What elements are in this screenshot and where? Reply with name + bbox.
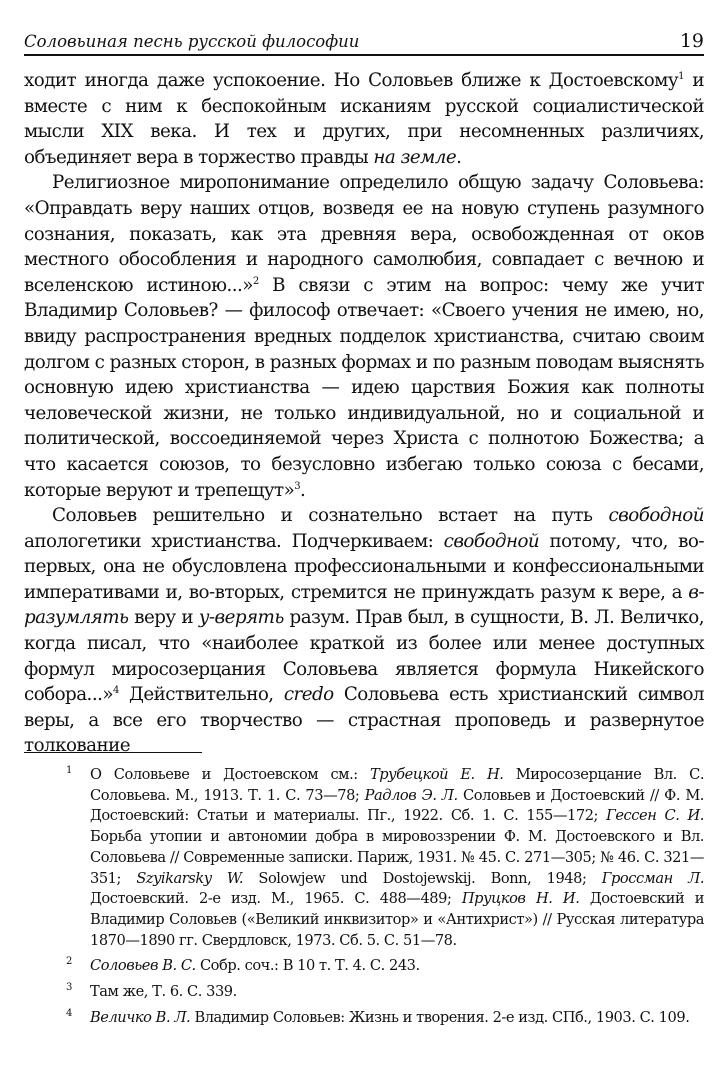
running-header (24, 28, 704, 56)
footnote-number: 1 (66, 765, 72, 776)
paragraph-1 (24, 68, 704, 170)
author-name: Соловьев В. С. (90, 957, 196, 975)
text-span: Действительно, (118, 684, 284, 706)
paragraph-3 (24, 503, 704, 759)
author-name: Трубецкой Е. Н. (369, 766, 504, 783)
author-name: Гроссман Л. (601, 869, 705, 887)
footnote-ref-4: 4 (112, 685, 119, 697)
emphasis: у-верять (198, 607, 284, 629)
text-span: Solowjew und Dostojewskij. Bonn, 1948; (243, 869, 602, 887)
text-span: Собр. соч.: В 10 т. Т. 4. С. 243. (195, 957, 420, 975)
text-span: и вместе с ним к беспокойным исканиям русской социалистической мысли XIX века. И тех и других, при несомненных различиях, объединяет вера в торжество правды (24, 70, 704, 168)
footnote-divider (24, 752, 202, 753)
footnote-number: 3 (66, 982, 72, 994)
text-span: Достоевский. 2-е изд. М., 1965. С. 488—489; (90, 890, 462, 908)
emphasis: в-разумлять (24, 581, 704, 629)
text-span: О Соловьеве и Достоевском см.: (90, 766, 370, 783)
paragraph-2 (24, 170, 704, 503)
author-name: Szyikarsky W. (136, 869, 244, 887)
running-title: Соловьиная песнь русской философии (24, 32, 360, 51)
emphasis: credo (283, 684, 334, 706)
text-span: веру и (128, 607, 199, 629)
page-number: 19 (679, 30, 704, 52)
author-name: Величко В. Л. (90, 1008, 191, 1026)
footnote-2 (66, 956, 704, 977)
footnote-number: 2 (66, 956, 72, 968)
footnote-1 (66, 765, 705, 951)
author-name: Гессен С. И. (606, 807, 704, 825)
footnote-4 (66, 1007, 704, 1029)
text-span: Борьба утопии и автономии добра в мировоззрении Ф. М. Достоевского и Вл. Соловьева // Современные записки. Париж, 1931. № 45. С. 271—305; № 46. С. 321—351; (90, 828, 704, 887)
text-span: ходит иногда даже успокоение. Но Соловьев ближе к Достоевскому (24, 70, 679, 91)
footnote-ref-2: 2 (252, 275, 259, 287)
text-span: Владимир Соловьев: Жизнь и творения. 2-е изд. СПб., 1903. С. 109. (190, 1008, 690, 1026)
footnote-3 (66, 982, 704, 1003)
text-span: Соловьев и Достоевский // Ф. М. Достоевский: Статьи и материалы. Пг., 1922. Сб. 1. С. 155—172; (90, 786, 704, 825)
text-span: потому, что, во-первых, она не обусловлена профессиональными и конфессиональными императивами и, во-вторых, стремится не принуждать разум к вере, а (24, 530, 704, 603)
text-span: Религиозное миропонимание определило общую задачу Соловьева: «Оправдать веру наших отцов, возведя ее на новую ступень разумного сознания, показать, как эта древняя вера, освобожденная от оков местного обособления и народного самолюбия, совпадает с вечною и вселенскою истиною...» (24, 172, 704, 296)
text-span: . (456, 146, 462, 168)
footnote-ref-3: 3 (294, 480, 301, 492)
footnote-number: 4 (66, 1007, 72, 1019)
text-span: Миросозерцание Вл. С. Соловьева. М., 1913. Т. 1. С. 73—78; (90, 766, 705, 804)
footnote-ref-1: 1 (678, 71, 684, 82)
text-span: . (300, 479, 306, 501)
author-name: Пруцков Н. И. (461, 890, 580, 908)
emphasis: свободной (608, 505, 704, 527)
main-text (24, 68, 704, 759)
author-name: Радлов Э. Л. (364, 786, 458, 804)
text-span: В связи с этим на вопрос: чему же учит Владимир Соловьев? — философ отвечает: «Своего учения не имею, но, ввиду распространения вредных подделок христианства, считаю своим долгом с разных сторон, в разных формах и по разным поводам выяснять основную идею христианства — идею царствия Божия как полноты человеческой жизни, не только индивидуальной, но и социальной и политической, воссоединяемой через Христа с полнотою Божества; а что касается союзов, то безусловно избегаю только союза с бесами, которые веруют и трепещут» (24, 274, 704, 501)
text-span: Соловьева есть христианский символ веры, а все его творчество — страстная проповедь и развернутое толкование (24, 684, 704, 757)
text-span: разум. Прав был, в сущности, В. Л. Величко, когда писал, что «наиболее краткой из более или менее доступных формул миросозерцания Соловьева является формула Никейского собора...» (24, 607, 704, 706)
text-span: Там же, Т. 6. С. 339. (90, 983, 237, 1001)
emphasis: свободной (443, 530, 540, 552)
text-span: Соловьев решительно и сознательно встает на путь (52, 505, 609, 527)
text-span: Достоевский и Владимир Соловьев («Великий инквизитор» и «Антихрист») // Русская литература 1870—1890 гг. Свердловск, 1973. Сб. 5. С. 51—78. (90, 890, 704, 949)
footnotes (66, 765, 704, 1033)
emphasis: на земле (373, 146, 457, 168)
text-span: апологетики христианства. Подчеркиваем: (24, 530, 444, 552)
